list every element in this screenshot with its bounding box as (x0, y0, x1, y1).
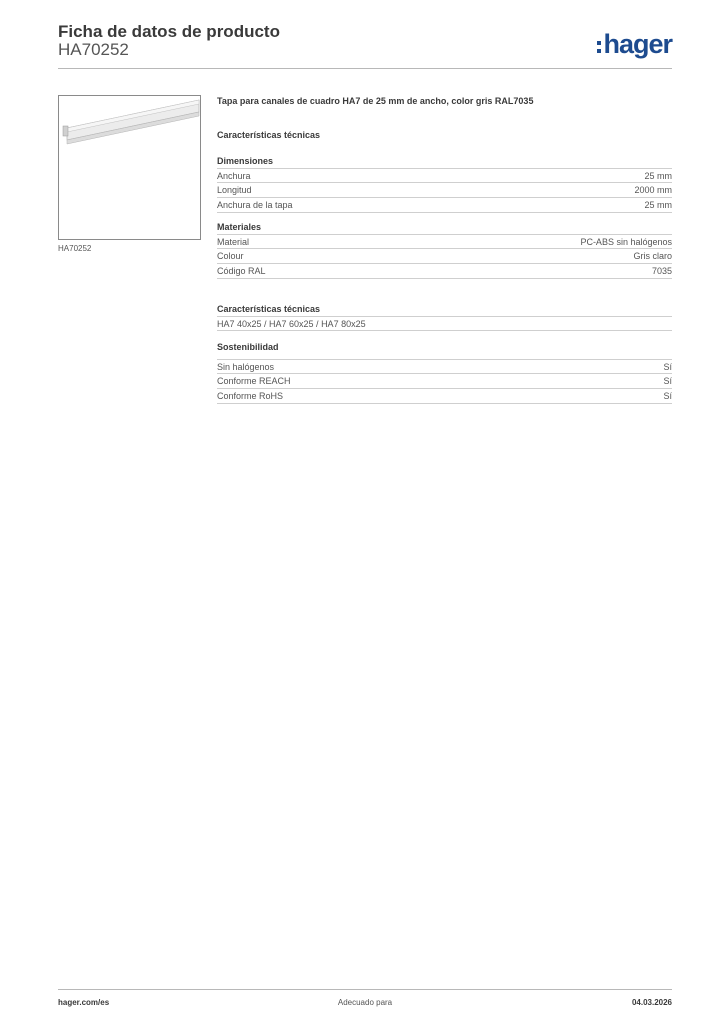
page-title: Ficha de datos de producto (58, 22, 280, 41)
hager-logo (597, 26, 672, 62)
spec-label: Colour (217, 251, 244, 261)
spec-row (217, 198, 672, 213)
section-heading-sostenibilidad: Sostenibilidad (217, 342, 279, 352)
logo-dots-icon (597, 41, 601, 53)
section-heading-materiales: Materiales (217, 222, 262, 232)
cover-profile-icon (59, 96, 202, 241)
spec-row (217, 234, 672, 249)
spec-value: Sí (663, 376, 672, 386)
spec-value: Sí (663, 362, 672, 372)
spec-label: Longitud (217, 185, 252, 195)
product-image (58, 95, 201, 240)
footer-date: 04.03.2026 (631, 998, 672, 1007)
spec-value: Sí (663, 391, 672, 401)
spec-value: 2000 mm (634, 185, 672, 195)
footer-divider (58, 989, 672, 990)
page-header (58, 20, 672, 70)
logo-text: hager (603, 28, 672, 59)
section-heading-dimensiones: Dimensiones (217, 156, 274, 166)
spec-value: 7035 (651, 266, 672, 276)
spec-label: Código RAL (217, 266, 266, 276)
spec-label: Anchura (217, 171, 251, 181)
spec-row (217, 359, 672, 374)
spec-row (217, 316, 672, 331)
spec-label: Conforme REACH (217, 376, 291, 386)
header-divider (58, 68, 672, 69)
spec-label: Material (217, 237, 250, 247)
footer-center-text: Adecuado para (337, 998, 393, 1007)
footer-website-link[interactable]: hager.com/es (58, 998, 110, 1007)
spec-row (217, 249, 672, 264)
spec-label: Sin halógenos (217, 362, 275, 372)
spec-value: Gris claro (633, 251, 672, 261)
product-description: Tapa para canales de cuadro HA7 de 25 mm de ancho, color gris RAL7035 (217, 96, 534, 106)
spec-row (217, 183, 672, 198)
spec-value: 25 mm (644, 200, 672, 210)
spec-row (217, 374, 672, 389)
image-caption: HA70252 (58, 244, 92, 253)
spec-label: Conforme RoHS (217, 391, 284, 401)
product-code: HA70252 (58, 40, 129, 59)
product-details (217, 95, 672, 404)
spec-label: Anchura de la tapa (217, 200, 293, 210)
spec-value: 25 mm (644, 171, 672, 181)
spec-row (217, 389, 672, 404)
section-heading-main: Características técnicas (217, 130, 321, 140)
spec-row (217, 168, 672, 183)
spec-value: PC-ABS sin halógenos (580, 237, 672, 247)
section-heading-compat: Características técnicas (217, 304, 321, 314)
spec-row (217, 264, 672, 279)
spec-label: HA7 40x25 / HA7 60x25 / HA7 80x25 (217, 319, 366, 329)
